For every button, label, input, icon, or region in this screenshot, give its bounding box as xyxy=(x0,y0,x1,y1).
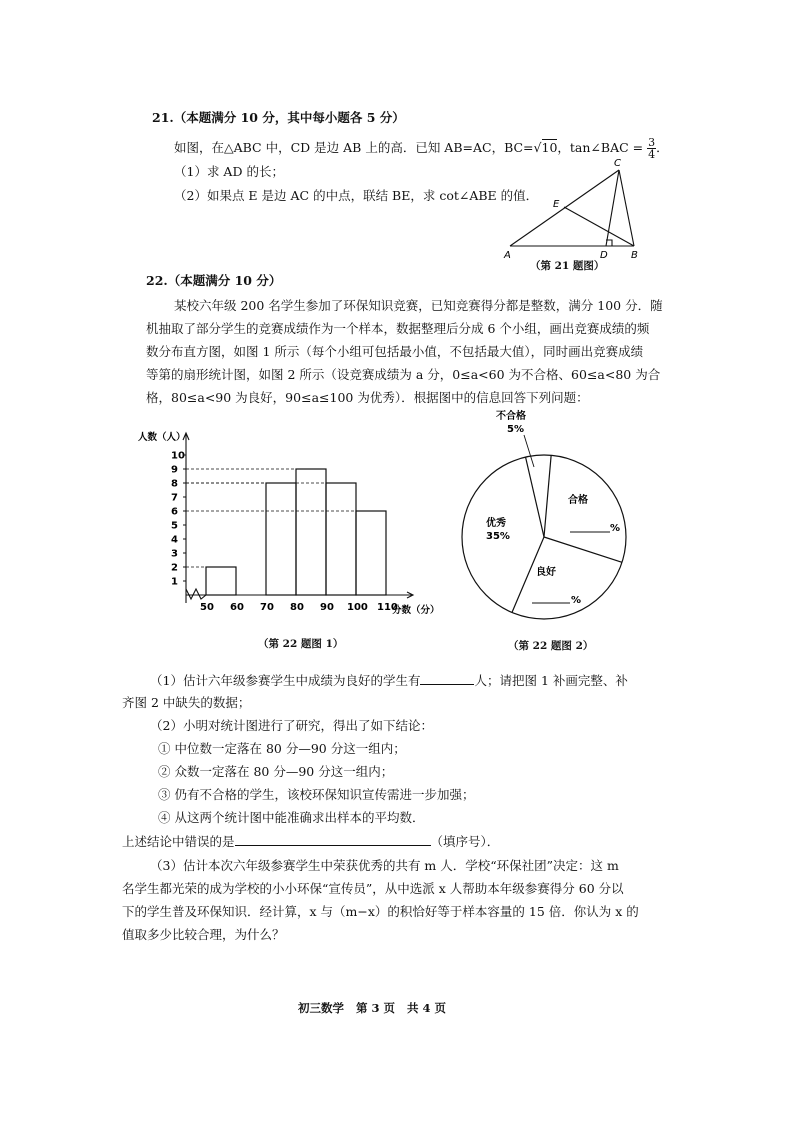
pie-divider-youxiu-buhege xyxy=(526,457,544,537)
conclusion-1: ① 中位数一定落在 80 分—90 分这一组内； xyxy=(158,741,406,756)
q22-para-2: 机抽取了部分学生的竞赛成绩作为一个样本，数据整理后分成 6 个小组，画出竞赛成绩的频 xyxy=(146,321,650,336)
q22-sub3-line1: （3）估计本次六年级参赛学生中荣获优秀的共有 m 人．学校“环保社团”决定：这 m xyxy=(150,858,619,873)
pie-value-lianghao: % xyxy=(571,595,582,606)
q22-sub3-line3: 下的学生普及环保知识．经计算，x 与（m−x）的积恰好等于样本容量的 15 倍．你认为 x 的 xyxy=(122,904,639,919)
conclusion-3: ③ 仍有不合格的学生，该校环保知识宣传需进一步加强； xyxy=(158,787,475,802)
label-b: B xyxy=(631,250,638,261)
q21-line1-end: ． xyxy=(656,140,669,155)
q22-wrong-conclusions xyxy=(122,833,499,850)
q21-figure-caption: （第 21 题图） xyxy=(530,260,605,272)
x-tick-100: 100 xyxy=(347,602,368,613)
q22-para-4: 等第的扇形统计图，如图 2 所示（设竞赛成绩为 a 分，0≤a<60 为不合格、60≤a<80 为合 xyxy=(146,367,661,382)
histogram-bar-90-100 xyxy=(326,483,356,595)
histogram-bar-50-60 xyxy=(206,567,236,595)
q22-sub3-line4: 值取多少比较合理，为什么？ xyxy=(122,927,285,942)
q22-para-3: 数分布直方图，如图 1 所示（每个小组可包括最小值，不包括最大值），同时画出竞赛成绩 xyxy=(146,344,644,359)
fig2-caption: （第 22 题图 2） xyxy=(508,640,594,652)
histogram-bar-100-110 xyxy=(356,511,386,595)
y-tick-7: 7 xyxy=(171,492,178,504)
q21-line1-b: ，tan∠BAC = xyxy=(557,140,644,155)
q22-sub3-line2: 名学生都光荣的成为学校的小小环保“宣传员”，从中选派 x 人帮助本年级参赛得分 60 分以 xyxy=(122,881,624,896)
q22-para-5: 格，80≤a<90 为良好，90≤a≤100 为优秀）．根据图中的信息回答下列问题： xyxy=(146,390,589,405)
pie-value-buhege: 5% xyxy=(507,424,524,435)
pie-label-buhege: 不合格 xyxy=(496,411,526,422)
pie-divider-hege-lianghao xyxy=(544,537,622,562)
y-tick-6: 6 xyxy=(171,506,178,518)
pie-value-youxiu: 35% xyxy=(486,531,510,542)
fraction-numerator: 3 xyxy=(648,136,656,149)
histogram-chart xyxy=(134,420,446,620)
label-c: C xyxy=(614,158,621,169)
label-a: A xyxy=(504,250,511,261)
y-tick-10: 10 xyxy=(171,450,185,462)
q22-header: 22.（本题满分 10 分） xyxy=(146,273,282,288)
label-d: D xyxy=(600,250,608,261)
pie-divider-buhege-hege xyxy=(544,455,551,537)
axis-break-mark xyxy=(186,589,206,599)
conclusion-4: ④ 从这两个统计图中能准确求出样本的平均数． xyxy=(158,810,425,825)
segment-be xyxy=(564,207,634,246)
pie-pointer-buhege xyxy=(524,435,534,467)
q22-sub1-b: 人；请把图 1 补画完整、补 xyxy=(474,673,628,688)
q21-line1-a: 如图，在△ABC 中，CD 是边 AB 上的高．已知 AB=AC，BC= xyxy=(174,140,534,155)
y-tick-5: 5 xyxy=(171,520,178,532)
q22-para-1: 某校六年级 200 名学生参加了环保知识竞赛，已知竞赛得分都是整数，满分 100 分．随 xyxy=(174,298,663,313)
answer-blank-1[interactable] xyxy=(420,672,474,685)
q22-sub1-cont: 齐图 2 中缺失的数据； xyxy=(122,695,251,710)
y-tick-2: 2 xyxy=(171,562,178,574)
sqrt-symbol: √ xyxy=(533,140,542,155)
x-tick-70: 70 xyxy=(260,602,274,613)
y-tick-8: 8 xyxy=(171,478,178,490)
histogram-bar-70-80 xyxy=(266,483,296,595)
x-tick-90: 90 xyxy=(320,602,334,613)
pie-value-hege: % xyxy=(610,523,621,534)
y-tick-9: 9 xyxy=(171,464,178,476)
fig1-caption: （第 22 题图 1） xyxy=(258,638,344,650)
q21-header: 21.（本题满分 10 分，其中每小题各 5 分） xyxy=(152,110,405,125)
q22-sub1-a: （1）估计六年级参赛学生中成绩为良好的学生有 xyxy=(150,673,421,688)
x-tick-60: 60 xyxy=(230,602,244,613)
sqrt-value: 10 xyxy=(541,140,558,155)
x-axis-label: 分数（分） xyxy=(392,605,440,616)
y-axis-label: 人数（人） xyxy=(138,432,186,443)
pie-label-lianghao: 良好 xyxy=(536,567,556,578)
q22-sub2: （2）小明对统计图进行了研究，得出了如下结论： xyxy=(150,718,433,733)
histogram-bar-80-90 xyxy=(296,469,326,595)
q21-sub2: （2）如果点 E 是边 AC 的中点，联结 BE，求 cot∠ABE 的值． xyxy=(174,188,539,203)
q21-sub1: （1）求 AD 的长； xyxy=(174,164,284,179)
q21-triangle-figure xyxy=(496,152,656,272)
q22-wrong-a: 上述结论中错误的是 xyxy=(122,834,235,849)
label-e: E xyxy=(553,199,560,210)
pie-chart xyxy=(450,405,650,625)
q22-sub1 xyxy=(150,672,628,689)
answer-blank-2[interactable] xyxy=(235,833,431,846)
q22-wrong-b: （填序号）． xyxy=(430,834,500,849)
conclusion-2: ② 众数一定落在 80 分—90 分这一组内； xyxy=(158,764,394,779)
x-tick-110: 110 xyxy=(377,602,398,613)
side-ac xyxy=(510,170,619,246)
y-tick-1: 1 xyxy=(171,576,178,588)
page-footer: 初三数学 第 3 页 共 4 页 xyxy=(298,1001,447,1015)
side-bc xyxy=(619,170,634,246)
pie-label-hege: 合格 xyxy=(568,495,588,506)
y-tick-3: 3 xyxy=(171,548,178,560)
pie-label-youxiu: 优秀 xyxy=(486,518,506,529)
x-tick-50: 50 xyxy=(200,602,214,613)
fraction-denominator: 4 xyxy=(648,148,656,161)
x-tick-80: 80 xyxy=(290,602,304,613)
y-tick-4: 4 xyxy=(171,534,178,546)
